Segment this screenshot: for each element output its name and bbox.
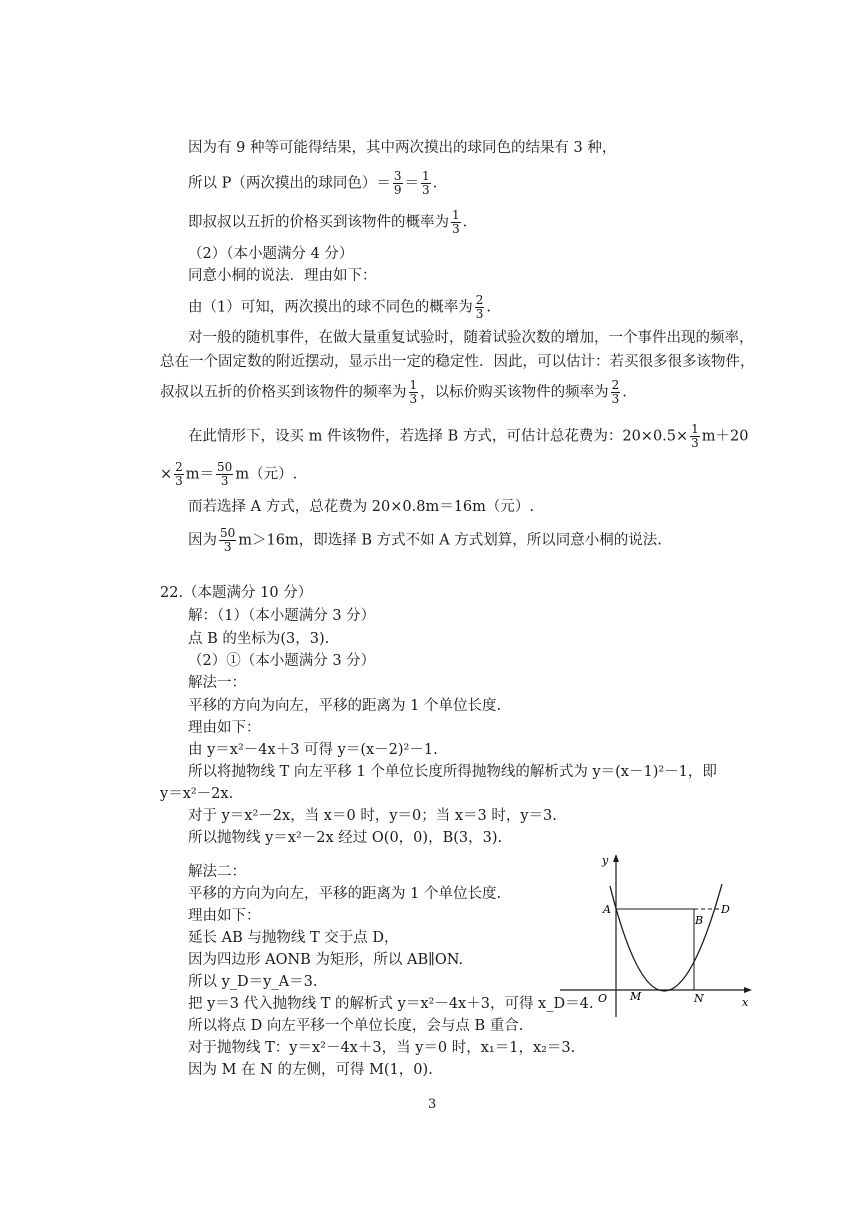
text-line: 所以 P（两次摸出的球同色）＝ $\frac{3}{9}$ ＝ $\frac{1}{3}$ . <box>188 169 438 197</box>
fraction: $\frac{50}{3}$ <box>220 526 236 554</box>
text-line: 所以 y_D＝y_A＝3. <box>188 974 318 990</box>
fraction: $\frac{3}{9}$ <box>393 169 402 197</box>
text-line: 所以抛物线 y＝x²－2x 经过 O(0，0)，B(3，3). <box>188 830 503 846</box>
text-line: 对于 y＝x²－2x，当 x＝0 时，y＝0；当 x＝3 时，y＝3. <box>188 808 557 824</box>
fraction: $\frac{1}{3}$ <box>422 169 430 197</box>
text-line: 解法一： <box>188 675 246 691</box>
text-line: 延长 AB 与抛物线 T 交于点 D， <box>188 930 399 946</box>
text-line: 所以将点 D 向左平移一个单位长度，会与点 B 重合. <box>188 1018 524 1034</box>
text-line: 因为四边形 AONB 为矩形，所以 AB∥ON. <box>188 952 464 968</box>
text-line: 所以将抛物线 T 向左平移 1 个单位长度所得抛物线的解析式为 y＝(x－1)²－1，即 <box>188 764 717 780</box>
parabola-figure <box>558 852 768 1022</box>
text-line: 因为 M 在 N 的左侧，可得 M(1，0). <box>188 1062 433 1078</box>
text-line: 理由如下： <box>188 720 261 736</box>
fraction: $\frac{50}{3}$ <box>217 460 233 488</box>
text-line: （2）①（本小题满分 3 分） <box>188 653 376 669</box>
y-axis-arrow <box>613 854 619 862</box>
text-line: × $\frac{2}{3}$ m＝ $\frac{50}{3}$ m（元）. <box>160 460 298 488</box>
fraction: $\frac{2}{3}$ <box>475 293 484 321</box>
fraction: $\frac{2}{3}$ <box>175 460 183 488</box>
label-x: x <box>742 996 749 1009</box>
text-line: 同意小桐的说法．理由如下： <box>188 268 377 284</box>
text-line: 把 y＝3 代入抛物线 T 的解析式 y＝x²－4x＋3，可得 x_D＝4. <box>188 996 594 1012</box>
parabola-curve <box>610 884 722 991</box>
label-o: O <box>598 992 608 1005</box>
fraction: $\frac{1}{3}$ <box>409 378 418 406</box>
text-line: y＝x²－2x. <box>160 786 234 802</box>
text-line: 对一般的随机事件，在做大量重复试验时，随着试验次数的增加，一个事件出现的频率， <box>188 330 754 346</box>
x-axis-arrow <box>744 987 752 993</box>
text-line: 对于抛物线 T：y＝x²－4x＋3，当 y＝0 时，x₁＝1，x₂＝3. <box>188 1040 576 1056</box>
text-line: 叔叔以五折的价格买到该物件的频率为 $\frac{1}{3}$ ，以标价购买该物件的频率为 $\frac{2}{3}$ . <box>160 378 627 406</box>
label-b: B <box>695 914 704 927</box>
fraction: $\frac{1}{3}$ <box>691 422 699 450</box>
text-line: 在此情形下，设买 m 件该物件，若选择 B 方式，可估计总花费为：20×0.5× $\frac{1}{3}$ m＋20 <box>188 422 749 450</box>
text-line: 理由如下： <box>188 908 261 924</box>
text-line: 点 B 的坐标为(3，3). <box>188 631 330 647</box>
text-line: 由（1）可知，两次摸出的球不同色的概率为 $\frac{2}{3}$ . <box>188 293 491 321</box>
text-line: 平移的方向为向左，平移的距离为 1 个单位长度. <box>188 886 502 902</box>
text-line: 而若选择 A 方式，总花费为 20×0.8m＝16m（元）. <box>188 499 535 515</box>
text-line: （2）（本小题满分 4 分） <box>188 246 354 262</box>
text-line: 因为有 9 种等可能得结果，其中两次摸出的球同色的结果有 3 种， <box>188 140 617 156</box>
label-n: N <box>694 992 704 1005</box>
text-line: 解：（1）（本小题满分 3 分） <box>188 608 376 624</box>
text-line: 22.（本题满分 10 分） <box>160 585 313 601</box>
label-m: M <box>630 990 642 1003</box>
label-d: D <box>721 903 730 916</box>
text-line: 总在一个固定数的附近摆动，显示出一定的稳定性．因此，可以估计：若买很多很多该物件， <box>160 354 755 370</box>
text-line: 即叔叔以五折的价格买到该物件的概率为 $\frac{1}{3}$ . <box>188 208 468 236</box>
text-line: 由 y＝x²－4x＋3 可得 y＝(x－2)²－1. <box>188 742 438 758</box>
text-line: 解法二： <box>188 864 246 880</box>
label-y: y <box>602 854 609 867</box>
fraction: $\frac{1}{3}$ <box>452 208 460 236</box>
text: 所以 P（两次摸出的球同色）＝ <box>188 175 391 192</box>
label-a: A <box>603 903 611 916</box>
text-line: 平移的方向为向左，平移的距离为 1 个单位长度. <box>188 698 502 714</box>
fraction: $\frac{2}{3}$ <box>611 378 620 406</box>
text-line: 因为 $\frac{50}{3}$ m＞16m，即选择 B 方式不如 A 方式划算，所以同意小桐的说法. <box>188 526 662 554</box>
page-number: 3 <box>428 1097 437 1112</box>
